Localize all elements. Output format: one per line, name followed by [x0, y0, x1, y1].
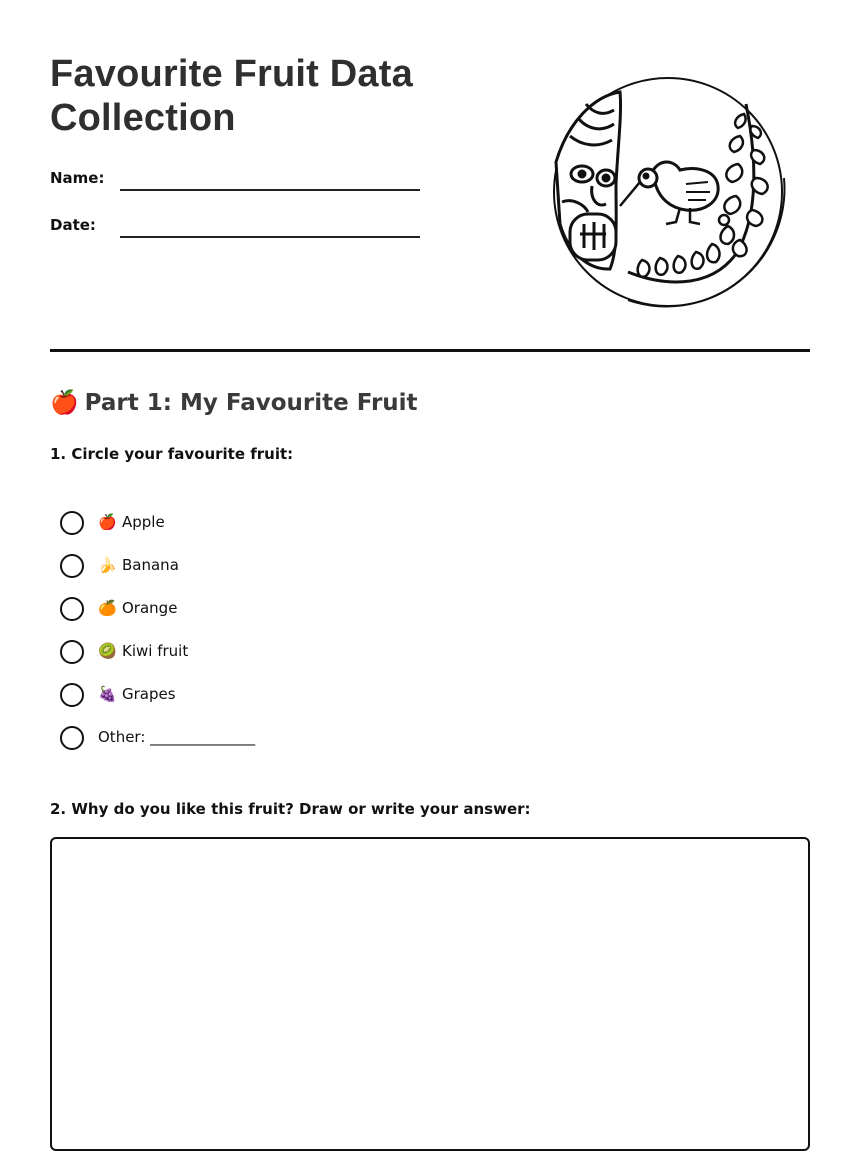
- date-label: Date:: [50, 216, 96, 234]
- option-banana[interactable]: [60, 551, 460, 594]
- option-label: Grapes: [122, 685, 176, 703]
- radio-circle[interactable]: [60, 554, 84, 578]
- option-label: Apple: [122, 513, 165, 531]
- name-label: Name:: [50, 169, 105, 187]
- grapes-icon: 🍇: [98, 685, 117, 703]
- other-write-blank[interactable]: ______________: [150, 728, 256, 746]
- option-apple[interactable]: [60, 508, 460, 551]
- answer-drawing-box[interactable]: [50, 837, 810, 1151]
- kiwi-fruit-icon: 🥝: [98, 642, 117, 660]
- option-label: Other:: [98, 728, 146, 746]
- option-label: Kiwi fruit: [122, 642, 189, 660]
- option-label: Banana: [122, 556, 179, 574]
- radio-circle[interactable]: [60, 597, 84, 621]
- radio-circle[interactable]: [60, 640, 84, 664]
- option-grapes[interactable]: [60, 680, 460, 723]
- date-write-line[interactable]: [120, 236, 420, 238]
- name-field[interactable]: [50, 163, 430, 193]
- option-label: Orange: [122, 599, 178, 617]
- name-write-line[interactable]: [120, 189, 420, 191]
- radio-circle[interactable]: [60, 683, 84, 707]
- part1-heading-text: Part 1: My Favourite Fruit: [84, 390, 418, 416]
- apple-icon: 🍎: [98, 513, 117, 531]
- question-1: 1. Circle your favourite fruit:: [50, 445, 294, 463]
- part1-heading: [50, 386, 418, 420]
- radio-circle[interactable]: [60, 511, 84, 535]
- question-2: 2. Why do you like this fruit? Draw or write your answer:: [50, 800, 531, 818]
- orange-icon: 🍊: [98, 599, 117, 617]
- section-divider: [50, 349, 810, 352]
- radio-circle[interactable]: [60, 726, 84, 750]
- page-title: Favourite Fruit Data Collection: [50, 53, 413, 139]
- kiwi-fern-tiki-emblem-icon: [548, 74, 792, 310]
- option-other[interactable]: [60, 723, 460, 766]
- date-field[interactable]: [50, 210, 430, 240]
- fruit-options-list: [60, 508, 460, 766]
- apple-icon: 🍎: [50, 390, 79, 416]
- banana-icon: 🍌: [98, 556, 117, 574]
- option-orange[interactable]: [60, 594, 460, 637]
- option-kiwi-fruit[interactable]: [60, 637, 460, 680]
